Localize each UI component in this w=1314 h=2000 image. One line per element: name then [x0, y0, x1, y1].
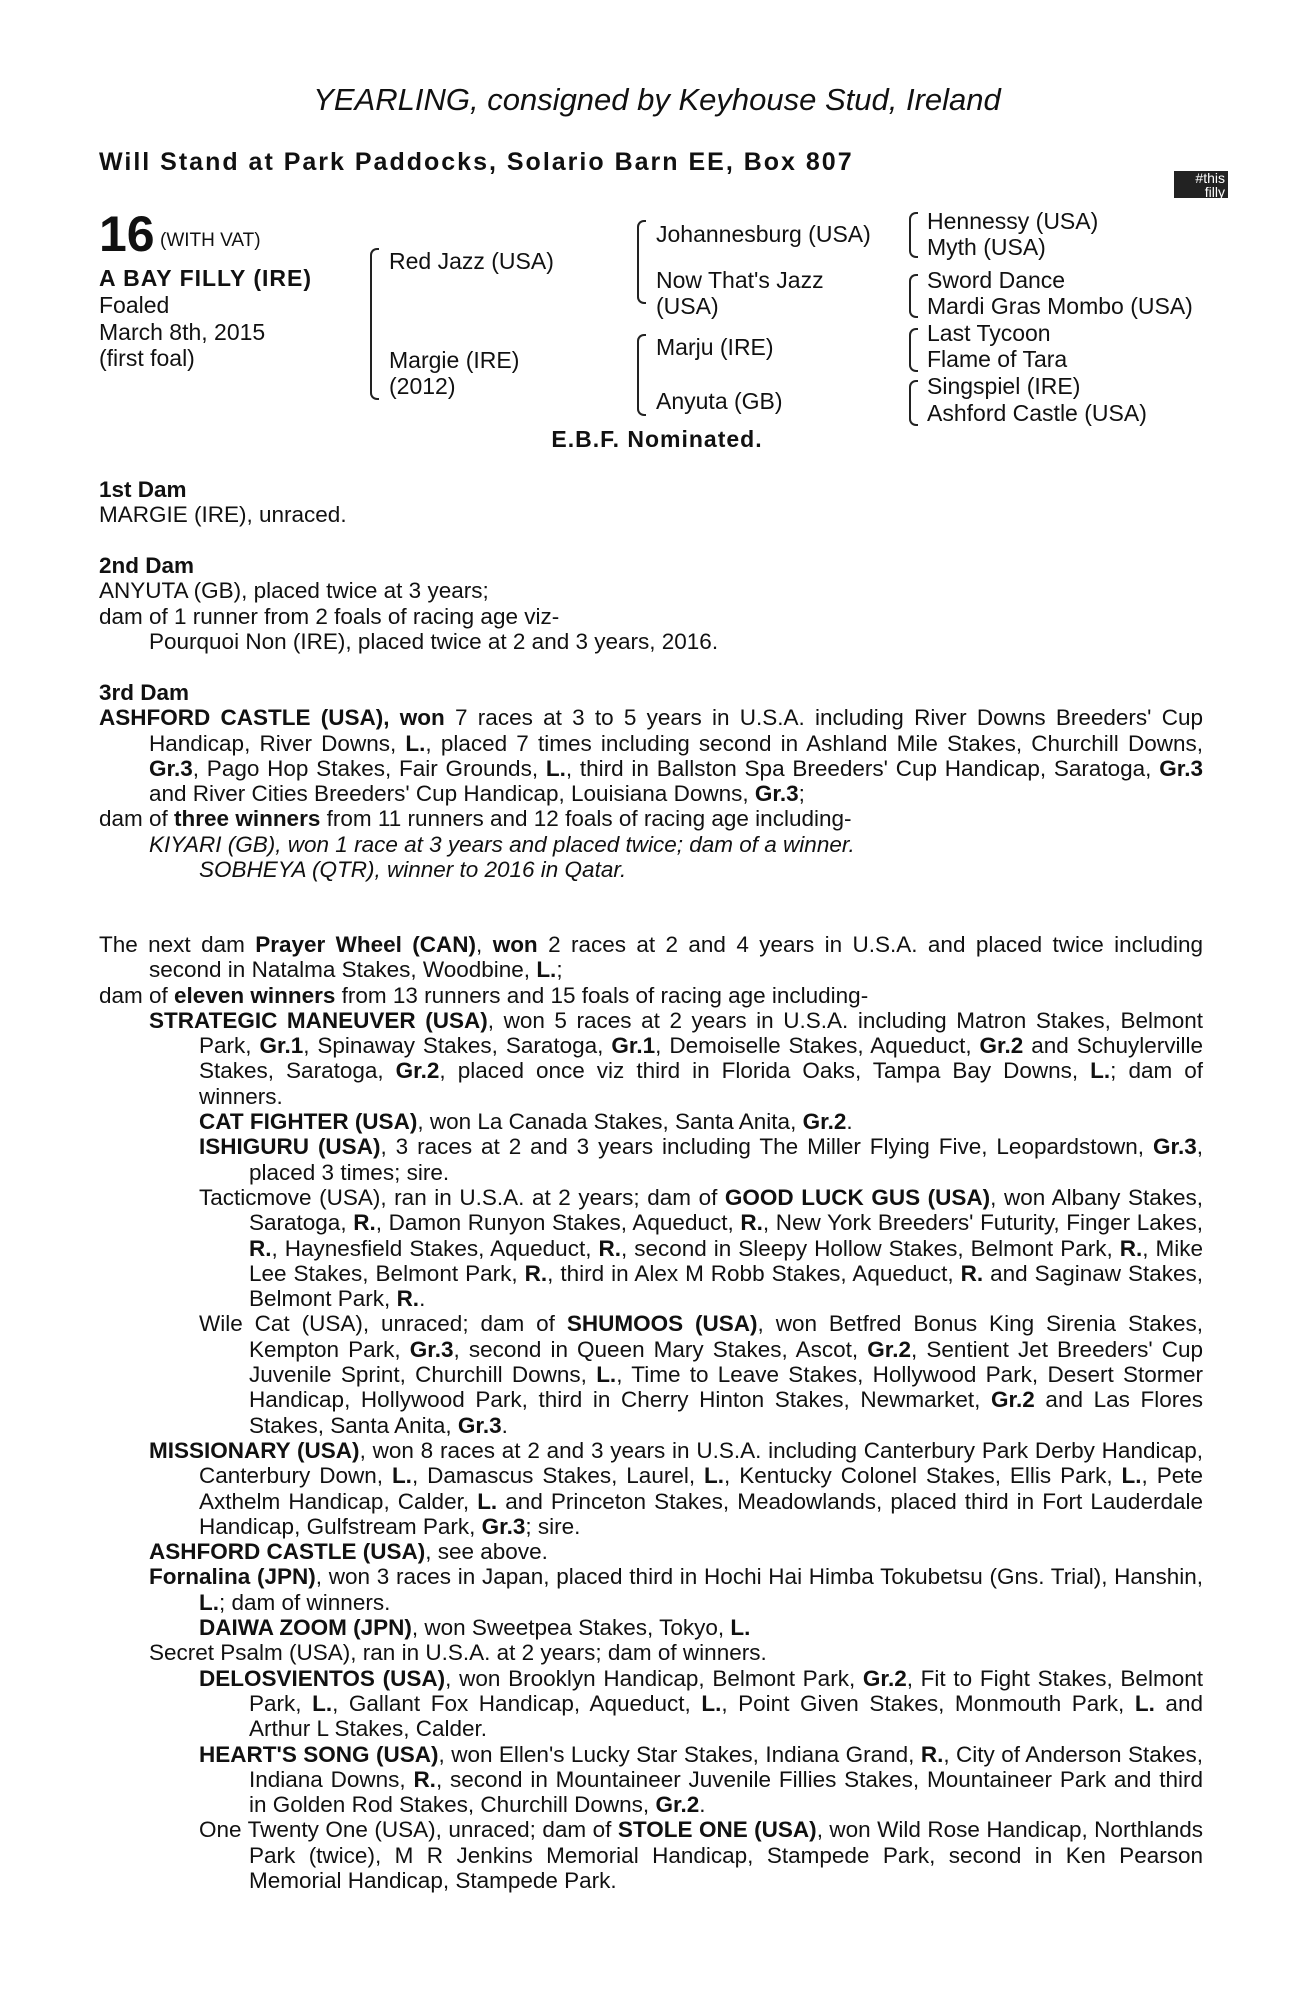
daiwa-zoom-entry: DAIWA ZOOM (JPN), won Sweetpea Stakes, Tokyo, L.: [199, 1615, 751, 1641]
delosvientos-entry: DELOSVIENTOS (USA), won Brooklyn Handicap, Belmont Park, Gr.2, Fit to Fight Stakes, Belmont Park, L., Gallant Fox Handicap, Aqueduct, L., Point Given Stakes, Monmouth Park, L. and Arthur L Stakes, Calder.: [199, 1665, 1203, 1742]
third-dam-heading: 3rd Dam: [99, 680, 190, 705]
dam-name: Margie (IRE): [389, 347, 520, 373]
sire-dam-line1: Now That's Jazz: [656, 267, 824, 293]
secret-psalm-entry: Secret Psalm (USA), ran in U.S.A. at 2 years; dam of winners.: [149, 1640, 767, 1666]
sobheya-line: SOBHEYA (QTR), winner to 2016 in Qatar.: [199, 857, 627, 883]
pedigree-brace-g3-1: [909, 212, 918, 258]
strategic-maneuver-entry: STRATEGIC MANEUVER (USA), won 5 races at 2 years in U.S.A. including Matron Stakes, Belmont Park, Gr.1, Spinaway Stakes, Saratoga, Gr.1, Demoiselle Stakes, Aqueduct, Gr.2 and Schuylerville Stakes, Saratoga, Gr.2, placed once viz third in Florida Oaks, Tampa Bay Downs, L.; dam of winners.: [149, 1007, 1204, 1109]
sire-name: Red Jazz (USA): [389, 248, 554, 274]
prayer-wheel-produce: dam of eleven winners from 13 runners and 15 foals of racing age including-: [99, 982, 869, 1008]
ashford-castle-name: ASHFORD CASTLE (USA): [99, 705, 384, 731]
foaled-label: Foaled: [99, 292, 170, 318]
gen3-ssd: Myth (USA): [927, 234, 1046, 260]
missionary-entry: MISSIONARY (USA), won 8 races at 2 and 3 years in U.S.A. including Canterbury Park Derby Handicap, Canterbury Down, L., Damascus Stakes, Laurel, L., Kentucky Colonel Stakes, Ellis Park, L., Pete Axthelm Handicap, Calder, L. and Princeton Stakes, Meadowlands, placed third in Fort Lauderdale Handicap, Gulfstream Park, Gr.3; sire.: [149, 1437, 1203, 1539]
next-dam-section: [99, 932, 1203, 1893]
hearts-song-entry: HEART'S SONG (USA), won Ellen's Lucky Star Stakes, Indiana Grand, R., City of Anderson Stakes, Indiana Downs, R., second in Mountaineer Juvenile Fillies Stakes, Mountaineer Park and third in Golden Rod Stakes, Churchill Downs, Gr.2.: [199, 1741, 1203, 1818]
cat-fighter-entry: CAT FIGHTER (USA), won La Canada Stakes, Santa Anita, Gr.2.: [199, 1109, 853, 1135]
second-dam-line3: Pourquoi Non (IRE), placed twice at 2 and 3 years, 2016.: [149, 628, 719, 654]
kiyari-line: KIYARI (GB), won 1 race at 3 years and placed twice; dam of a winner.: [149, 831, 855, 857]
logo-line-2: filly: [1204, 184, 1225, 200]
first-dam-text: MARGIE (IRE), unraced.: [99, 502, 347, 528]
dam-sire: Marju (IRE): [656, 334, 774, 360]
fornalina-entry: Fornalina (JPN), won 3 races in Japan, placed third in Hochi Hai Himba Tokubetsu (Gns. Trial), Hanshin, L.; dam of winners.: [149, 1564, 1203, 1615]
prayer-wheel-record: The next dam Prayer Wheel (CAN), won 2 races at 2 and 4 years in U.S.A. and placed twice including second in Natalma Stakes, Woodbine, L.;: [99, 932, 1203, 983]
ashford-castle-see-above: ASHFORD CASTLE (USA), see above.: [149, 1539, 548, 1565]
first-dam-heading: 1st Dam: [99, 477, 187, 502]
third-dam-section: [99, 680, 1203, 882]
wile-cat-entry: Wile Cat (USA), unraced; dam of SHUMOOS (USA), won Betfred Bonus King Sirenia Stakes, Kempton Park, Gr.3, second in Queen Mary Stakes, Ascot, Gr.2, Sentient Jet Breeders' Cup Juvenile Sprint, Churchill Downs, L., Time to Leave Stakes, Hollywood Park, Desert Stormer Handicap, Hollywood Park, third in Cherry Hinton Stakes, Newmarket, Gr.2 and Las Flores Stakes, Santa Anita, Gr.3.: [199, 1311, 1204, 1438]
ishiguru-entry: ISHIGURU (USA), 3 races at 2 and 3 years including The Miller Flying Five, Leopardstown, Gr.3, placed 3 times; sire.: [199, 1134, 1204, 1185]
second-dam-line2: dam of 1 runner from 2 foals of racing age viz-: [99, 603, 560, 629]
gen3-dsd: Flame of Tara: [927, 346, 1068, 372]
gen3-dss: Last Tycoon: [927, 320, 1051, 346]
stand-location: Will Stand at Park Paddocks, Solario Barn EE, Box 807: [99, 148, 854, 176]
pedigree-brace-sire: [637, 220, 646, 304]
second-dam-line1: ANYUTA (GB), placed twice at 3 years;: [99, 578, 489, 604]
catalogue-title: YEARLING, consigned by Keyhouse Stud, Ireland: [313, 82, 1001, 117]
foal-note: (first foal): [99, 345, 195, 371]
logo-line-1: #this: [1195, 170, 1225, 186]
third-dam-produce: dam of three winners from 11 runners and 12 foals of racing age including-: [99, 806, 852, 832]
second-dam-section: [99, 553, 1203, 654]
won-label: won: [399, 705, 445, 731]
dam-dam: Anyuta (GB): [656, 388, 783, 414]
horse-name: A BAY FILLY (IRE): [99, 265, 312, 291]
ebf-nominated: E.B.F. Nominated.: [551, 426, 763, 452]
sire-dam-line2: (USA): [656, 293, 719, 319]
lot-number: 16: [99, 206, 155, 262]
gen3-sss: Hennessy (USA): [927, 208, 1099, 234]
pedigree-brace-g3-4: [909, 380, 918, 426]
one-twenty-one-entry: One Twenty One (USA), unraced; dam of STOLE ONE (USA), won Wild Rose Handicap, Northlands Park (twice), M R Jenkins Memorial Handicap, Stampede Park, second in Ken Pearson Memorial Handicap, Stampede Park.: [199, 1817, 1203, 1893]
dam-year: (2012): [389, 373, 456, 399]
pedigree-brace-gen1: [370, 248, 379, 400]
pedigree-brace-dam: [637, 334, 646, 416]
gen3-sdd: Mardi Gras Mombo (USA): [927, 293, 1193, 319]
gen3-sds: Sword Dance: [927, 267, 1066, 293]
tacticmove-entry: Tacticmove (USA), ran in U.S.A. at 2 years; dam of GOOD LUCK GUS (USA), won Albany Stakes, Saratoga, R., Damon Runyon Stakes, Aqueduct, R., New York Breeders' Futurity, Finger Lakes, R., Haynesfield Stakes, Aqueduct, R., second in Sleepy Hollow Stakes, Belmont Park, R., Mike Lee Stakes, Belmont Park, R., third in Alex M Robb Stakes, Aqueduct, R. and Saginaw Stakes, Belmont Park, R..: [199, 1184, 1204, 1312]
pedigree-brace-g3-2: [909, 274, 918, 318]
gen3-ddd: Ashford Castle (USA): [927, 400, 1147, 426]
second-dam-heading: 2nd Dam: [99, 553, 195, 578]
sire-sire: Johannesburg (USA): [656, 221, 871, 247]
foaled-date: March 8th, 2015: [99, 319, 266, 345]
third-dam-record: ASHFORD CASTLE (USA), won 7 races at 3 to 5 years in U.S.A. including River Downs Breeders' Cup Handicap, River Downs, L., placed 7 times including second in Ashland Mile Stakes, Churchill Downs, Gr.3, Pago Hop Stakes, Fair Grounds, L., third in Ballston Spa Breeders' Cup Handicap, Saratoga, Gr.3 and River Cities Breeders' Cup Handicap, Louisiana Downs, Gr.3;: [99, 705, 1203, 807]
gen3-dds: Singspiel (IRE): [927, 373, 1081, 399]
logo-line-3: can: [1202, 198, 1225, 214]
this-filly-can-logo: [1174, 170, 1228, 214]
pedigree-brace-g3-3: [909, 328, 918, 372]
vat-note: (WITH VAT): [160, 230, 261, 251]
first-dam-section: [99, 477, 1203, 528]
